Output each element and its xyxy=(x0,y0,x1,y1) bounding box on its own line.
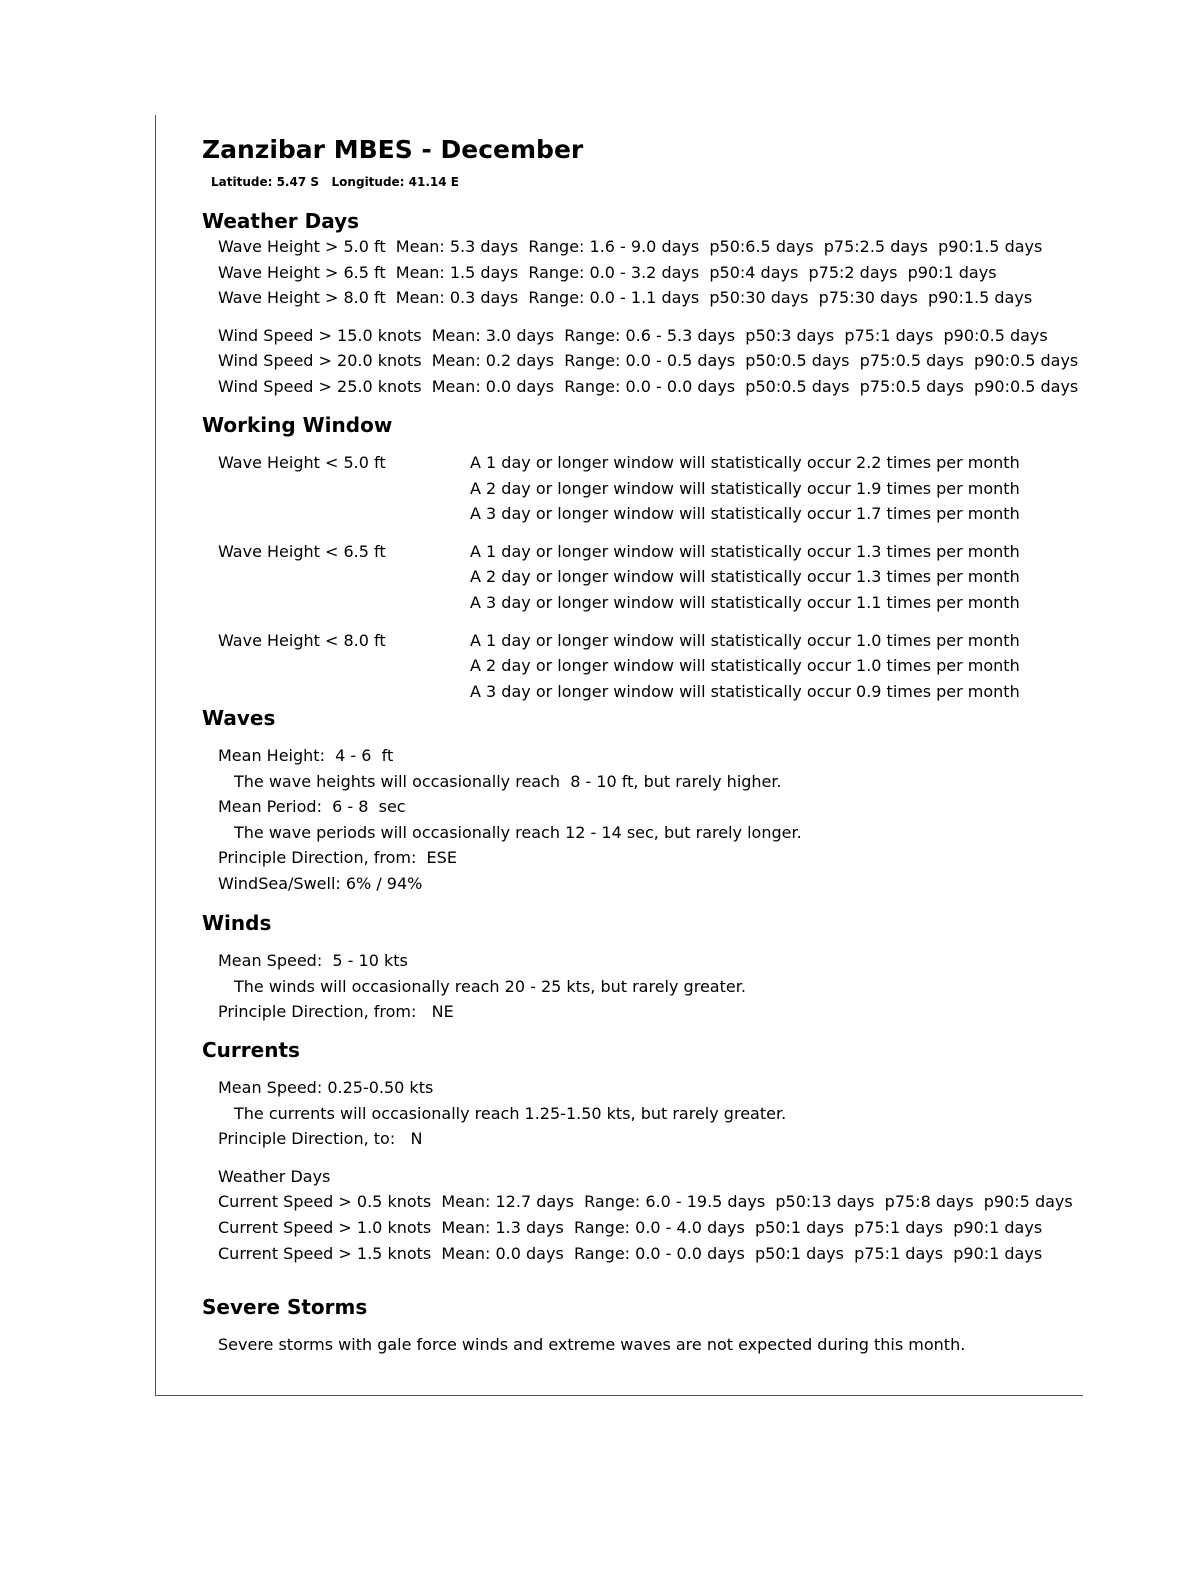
current-weather-days-row: Current Speed > 1.5 knots Mean: 0.0 days Range: 0.0 - 0.0 days p50:1 days p75:1 days p90:1 days xyxy=(218,1243,1043,1263)
working-window-group xyxy=(202,628,1020,705)
weather-days-row: Wind Speed > 20.0 knots Mean: 0.2 days Range: 0.0 - 0.5 days p50:0.5 days p75:0.5 days p90:0.5 days xyxy=(218,351,1079,371)
height-note: The wave heights will occasionally reach 8 - 10 ft, but rarely higher. xyxy=(234,771,782,791)
mean-height: Mean Height: 4 - 6 ft xyxy=(218,746,394,765)
currents-section xyxy=(202,1037,1073,1266)
window-line: A 1 day or longer window will statistically occur 1.3 times per month xyxy=(470,541,1020,561)
weather-days-row: Wave Height > 8.0 ft Mean: 0.3 days Range: 0.0 - 1.1 days p50:30 days p75:30 days p90:1.5 days xyxy=(218,288,1033,308)
current-mean-speed: Mean Speed: 0.25-0.50 kts xyxy=(218,1078,434,1097)
current-speed-note: The currents will occasionally reach 1.25-1.50 kts, but rarely greater. xyxy=(234,1103,787,1123)
section-heading: Waves xyxy=(202,706,276,730)
mean-period: Mean Period: 6 - 8 sec xyxy=(218,797,406,817)
current-weather-days-row: Current Speed > 1.0 knots Mean: 1.3 days Range: 0.0 - 4.0 days p50:1 days p75:1 days p90:1 days xyxy=(218,1217,1043,1237)
weather-days-row: Wave Height > 6.5 ft Mean: 1.5 days Range: 0.0 - 3.2 days p50:4 days p75:2 days p90:1 days xyxy=(218,262,997,282)
window-line: A 3 day or longer window will statistically occur 0.9 times per month xyxy=(470,681,1020,701)
period-note: The wave periods will occasionally reach 12 - 14 sec, but rarely longer. xyxy=(234,822,802,842)
window-line: A 1 day or longer window will statistically occur 1.0 times per month xyxy=(470,630,1020,650)
location-coordinates: Latitude: 5.47 S Longitude: 41.14 E xyxy=(211,175,459,189)
severe-storms-text: Severe storms with gale force winds and extreme waves are not expected during this month. xyxy=(218,1335,966,1354)
page-title: Zanzibar MBES - December xyxy=(202,135,584,164)
window-line: A 3 day or longer window will statistically occur 1.7 times per month xyxy=(470,504,1020,524)
winds-section xyxy=(202,910,746,1025)
current-direction: Principle Direction, to: N xyxy=(218,1129,423,1149)
wind-direction: Principle Direction, from: NE xyxy=(218,1002,454,1022)
wind-weather-days xyxy=(202,323,1078,400)
wave-weather-days xyxy=(202,234,1078,311)
section-heading: Winds xyxy=(202,911,272,935)
window-label: Wave Height < 6.5 ft xyxy=(218,541,386,561)
weather-days-row: Wind Speed > 15.0 knots Mean: 3.0 days Range: 0.6 - 5.3 days p50:3 days p75:1 days p90:0.5 days xyxy=(218,325,1048,345)
working-window-group xyxy=(202,450,1020,527)
wind-mean-speed: Mean Speed: 5 - 10 kts xyxy=(218,951,408,970)
working-window-group xyxy=(202,539,1020,616)
weather-days-section xyxy=(202,208,1078,400)
window-line: A 2 day or longer window will statistically occur 1.3 times per month xyxy=(470,567,1020,587)
window-line: A 2 day or longer window will statistically occur 1.0 times per month xyxy=(470,656,1020,676)
window-label: Wave Height < 8.0 ft xyxy=(218,630,386,650)
current-weather-days-label: Weather Days xyxy=(218,1166,331,1186)
current-weather-days-row: Current Speed > 0.5 knots Mean: 12.7 days Range: 6.0 - 19.5 days p50:13 days p75:8 days p90:5 days xyxy=(218,1192,1073,1212)
section-heading: Currents xyxy=(202,1038,300,1062)
window-line: A 1 day or longer window will statistically occur 2.2 times per month xyxy=(470,453,1020,472)
section-heading: Severe Storms xyxy=(202,1295,368,1319)
windsea-swell: WindSea/Swell: 6% / 94% xyxy=(218,873,423,893)
wave-direction: Principle Direction, from: ESE xyxy=(218,848,457,868)
waves-section xyxy=(202,705,802,897)
wind-speed-note: The winds will occasionally reach 20 - 25 kts, but rarely greater. xyxy=(234,976,746,996)
weather-days-row: Wind Speed > 25.0 knots Mean: 0.0 days Range: 0.0 - 0.0 days p50:0.5 days p75:0.5 days p90:0.5 days xyxy=(218,376,1079,396)
section-heading: Working Window xyxy=(202,413,393,437)
weather-days-row: Wave Height > 5.0 ft Mean: 5.3 days Range: 1.6 - 9.0 days p50:6.5 days p75:2.5 days p90:1.5 days xyxy=(218,237,1043,256)
window-line: A 2 day or longer window will statistically occur 1.9 times per month xyxy=(470,478,1020,498)
section-heading: Weather Days xyxy=(202,209,360,233)
window-label: Wave Height < 5.0 ft xyxy=(218,453,386,472)
severe-storms-section xyxy=(202,1294,965,1358)
working-window-section xyxy=(202,412,1020,704)
window-line: A 3 day or longer window will statistically occur 1.1 times per month xyxy=(470,592,1020,612)
